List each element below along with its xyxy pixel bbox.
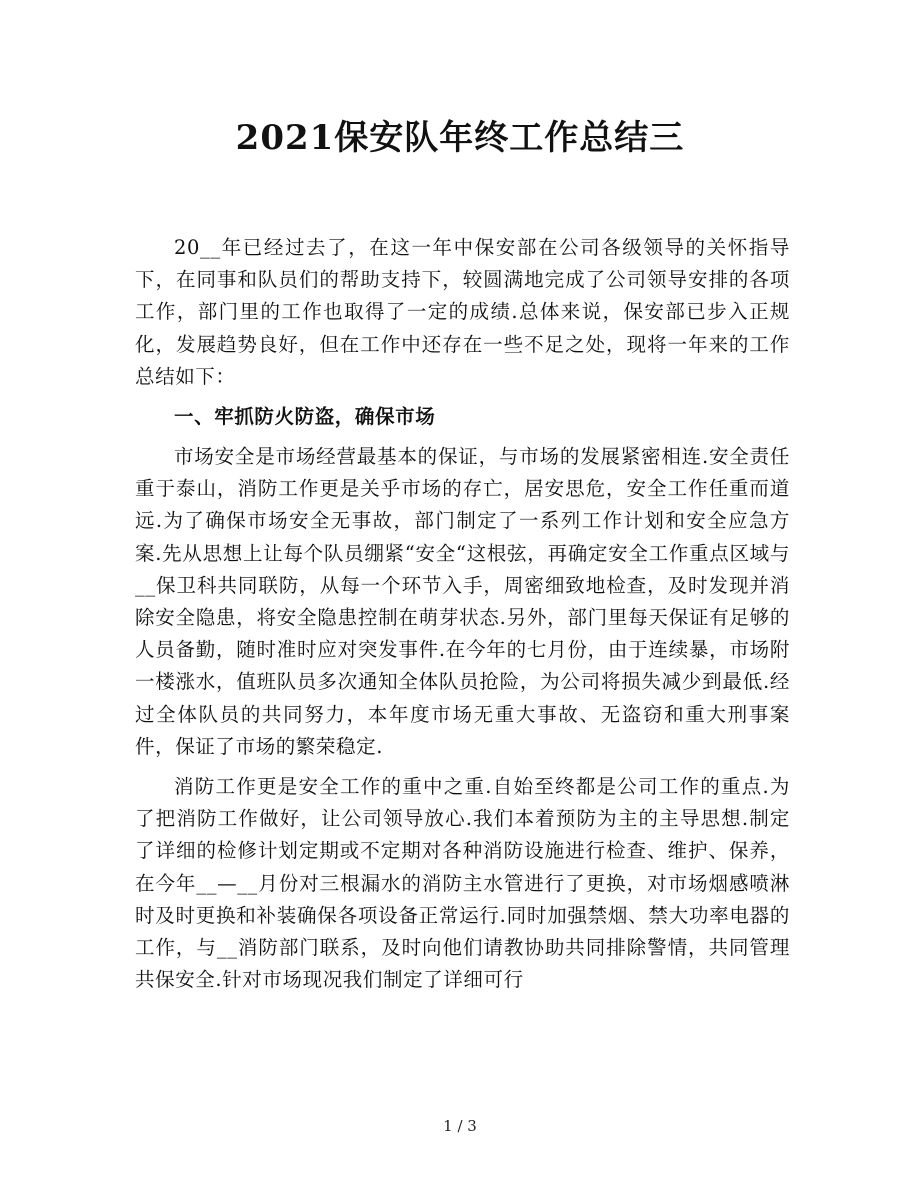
document-body bbox=[135, 232, 790, 1004]
document-title: 2021保安队年终工作总结三 bbox=[235, 118, 685, 158]
paragraph-intro: 20__年已经过去了，在这一年中保安部在公司各级领导的关怀指导下，在同事和队员们的帮助支持下，较圆满地完成了公司领导安排的各项工作，部门里的工作也取得了一定的成绩.总体来说，保安部已步入正规化，发展趋势良好，但在工作中还存在一些不足之处，现将一年来的工作总结如下： bbox=[135, 236, 790, 388]
page-number: 1 / 3 bbox=[443, 1117, 477, 1135]
section-heading-1: 一、牢抓防火防盗，确保市场 bbox=[174, 405, 436, 429]
paragraph-fire-safety: 消防工作更是安全工作的重中之重.自始至终都是公司工作的重点.为了把消防工作做好，让公司领导放心.我们本着预防为主的主导思想.制定了详细的检修计划定期或不定期对各种消防设施进行检查、维护、保养，在今年__—__月份对三根漏水的消防主水管进行了更换，对市场烟感喷淋时及时更换和补装确保各项设备正常运行.同时加强禁烟、禁大功率电器的工作，与__消防部门联系，及时向他们请教协助共同排除警情，共同管理共保安全.针对市场现况我们制定了详细可行 bbox=[135, 775, 790, 992]
paragraph-market-safety: 市场安全是市场经营最基本的保证，与市场的发展紧密相连.安全责任重于泰山，消防工作更是关乎市场的存亡，居安思危，安全工作任重而道远.为了确保市场安全无事故，部门制定了一系列工作计划和安全应急方案.先从思想上让每个队员绷紧“安全“这根弦，再确定安全工作重点区域与__保卫科共同联防，从每一个环节入手，周密细致地检查，及时发现并消除安全隐患，将安全隐患控制在萌芽状态.另外，部门里每天保证有足够的人员备勤，随时准时应对突发事件.在今年的七月份，由于连续暴，市场附一楼涨水，值班队员多次通知全体队员抢险，为公司将损失减少到最低.经过全体队员的共同努力，本年度市场无重大事故、无盗窃和重大刑事案件，保证了市场的繁荣稳定. bbox=[135, 445, 790, 758]
